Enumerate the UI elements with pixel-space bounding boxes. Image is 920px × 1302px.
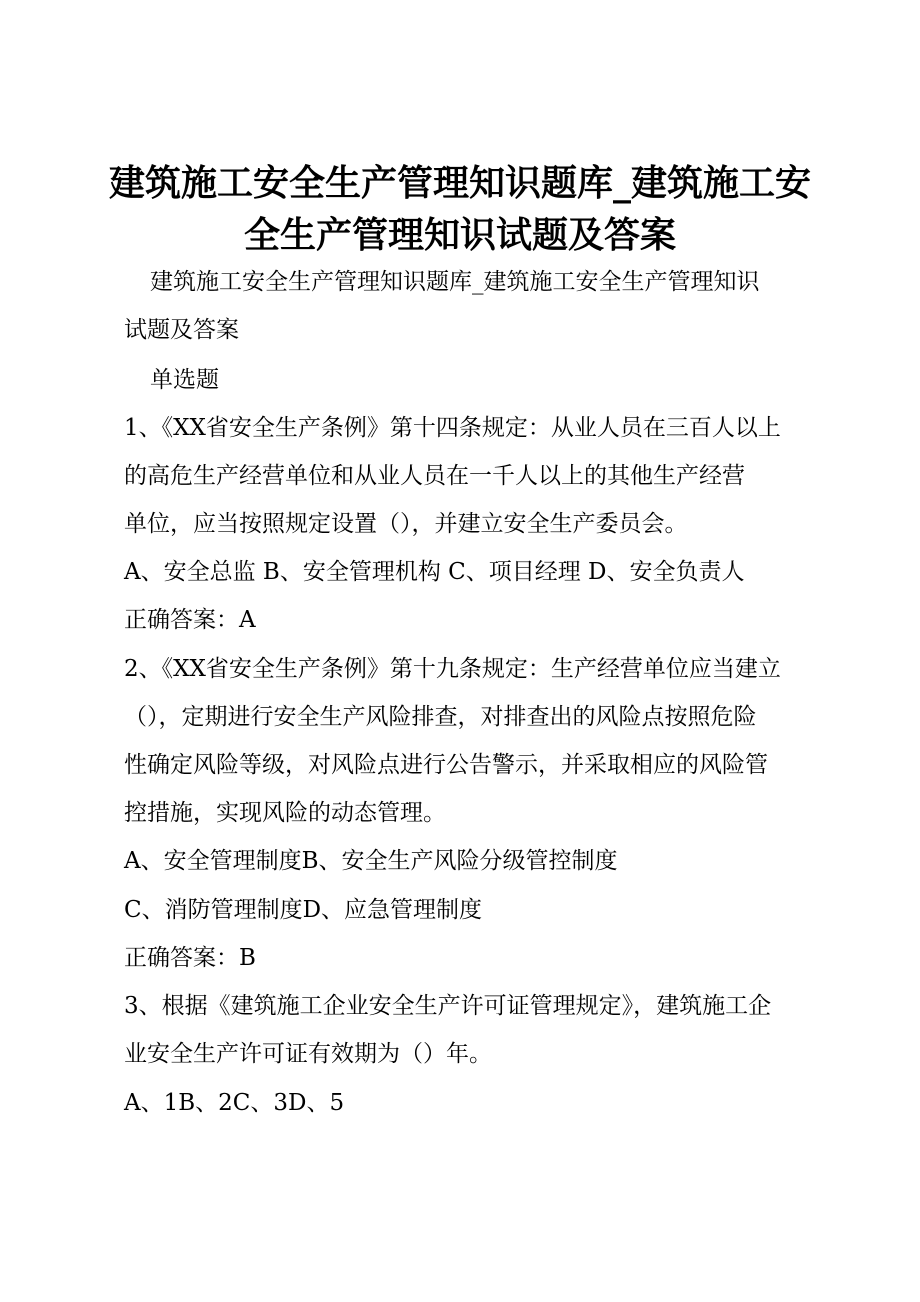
question-3-line-2: 业安全生产许可证有效期为（）年。 [124, 1041, 492, 1067]
question-2-options-line-2: C、消防管理制度D、应急管理制度 [124, 897, 483, 923]
document-title-line-2: 全生产管理知识试题及答案 [243, 215, 676, 256]
question-3-line-1: 3、根据《建筑施工企业安全生产许可证管理规定》，建筑施工企 [124, 993, 772, 1019]
question-2-line-3: 性确定风险等级，对风险点进行公告警示，并采取相应的风险管 [124, 752, 768, 778]
question-2-options-line-1: A、安全管理制度B、安全生产风险分级管控制度 [124, 848, 618, 874]
question-1-line-1: 1、《XX省安全生产条例》第十四条规定：从业人员在三百人以上 [124, 415, 781, 441]
question-1-options: A、安全总监 B、安全管理机构 C、项目经理 D、安全负责人 [124, 559, 745, 585]
question-1-answer: 正确答案：A [124, 607, 256, 633]
intro-text-line-2: 试题及答案 [124, 317, 239, 343]
question-1-line-3: 单位，应当按照规定设置（），并建立安全生产委员会。 [124, 511, 688, 537]
document-title-line-1: 建筑施工安全生产管理知识题库_建筑施工安 [108, 163, 811, 204]
question-3-options: A、1B、2C、3D、5 [124, 1090, 345, 1116]
question-2-answer: 正确答案：B [124, 945, 256, 971]
question-2-line-1: 2、《XX省安全生产条例》第十九条规定：生产经营单位应当建立 [124, 656, 781, 682]
question-2-line-4: 控措施，实现风险的动态管理。 [124, 800, 446, 826]
question-2-line-2: （），定期进行安全生产风险排查，对排查出的风险点按照危险 [124, 704, 757, 730]
question-1-line-2: 的高危生产经营单位和从业人员在一千人以上的其他生产经营 [124, 463, 745, 489]
intro-text-line-1: 建筑施工安全生产管理知识题库_建筑施工安全生产管理知识 [150, 269, 760, 295]
section-label: 单选题 [150, 367, 219, 393]
